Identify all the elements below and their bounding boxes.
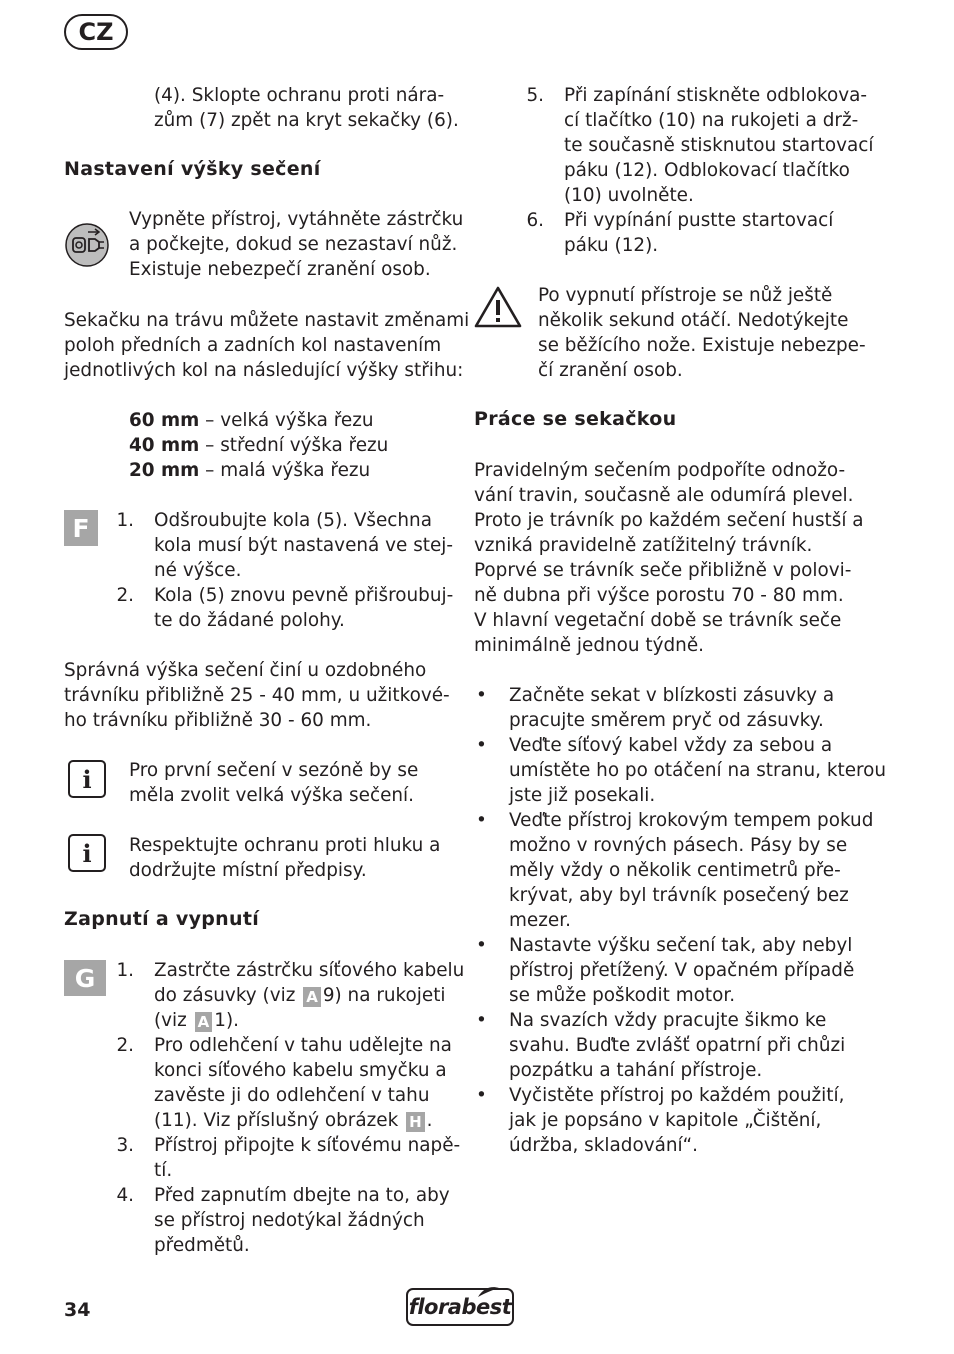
step-text [154, 508, 453, 583]
bullet-marker: • [476, 1085, 487, 1106]
text-line: Před zapnutím dbejte na to, aby [154, 1185, 450, 1206]
height-options-list [129, 408, 388, 483]
text-line: Přístroj připojte k síťovému napě- [154, 1135, 461, 1156]
step-text [154, 583, 453, 633]
height-option: 60 mm – velká výška řezu [129, 410, 374, 431]
text-line: te současně stisknutou startovací [564, 135, 874, 156]
unplug-warning-text [129, 207, 463, 282]
text-line: jak je popsáno v kapitole „Čištění, [509, 1110, 822, 1131]
heading-working-with-mower: Práce se sekačkou [474, 408, 677, 430]
text-line: trávníku přibližně 25 - 40 mm, u užitkové- [64, 685, 450, 706]
text-line: se přístroj nedotýkal žádných [154, 1210, 425, 1231]
unplug-icon [64, 222, 110, 268]
bullet-marker: • [476, 810, 487, 831]
text-line: se může poškodit motor. [509, 985, 736, 1006]
bullet-marker: • [476, 735, 487, 756]
step-number: 2. [116, 585, 134, 606]
text-line: (viz A 1). [154, 1010, 240, 1031]
step-number: 1. [116, 960, 134, 981]
step-number: 5. [526, 85, 544, 106]
text-line: konci síťového kabelu smyčku a [154, 1060, 447, 1081]
step-number: 6. [526, 210, 544, 231]
heading-on-off: Zapnutí a vypnutí [64, 908, 260, 930]
text-line: Sekačku na trávu můžete nastavit změnami [64, 310, 470, 331]
text-line: Existuje nebezpečí zranění osob. [129, 259, 431, 280]
step-number: 1. [116, 510, 134, 531]
page-number: 34 [64, 1299, 91, 1321]
info-note-first-cut [129, 758, 418, 808]
text-line: čí zranění osob. [538, 360, 683, 381]
text-line: možno v rovných pásech. Pásy by se [509, 835, 848, 856]
list-item [509, 933, 854, 1008]
text-line: páku (12). Odblokovací tlačítko [564, 160, 850, 181]
text-line: Veďte síťový kabel vždy za sebou a [509, 735, 833, 756]
text-line: a počkejte, dokud se nezastaví nůž. [129, 234, 458, 255]
text-line: Správná výška sečení činí u ozdobného [64, 660, 427, 681]
text-line: jste již posekali. [509, 785, 656, 806]
height-option: 40 mm – střední výška řezu [129, 435, 389, 456]
text-line: ně dubna při výšce porostu 70 - 80 mm. [474, 585, 844, 606]
info-icon: i [68, 760, 106, 798]
list-item [509, 733, 886, 808]
height-intro-paragraph [64, 308, 469, 383]
info-icon: i [68, 834, 106, 872]
text-line: páku (12). [564, 235, 659, 256]
text-line: cí tlačítko (10) na rukojeti a drž- [564, 110, 859, 131]
text-line: minimálně jednou týdně. [474, 635, 704, 656]
step-text [154, 958, 464, 1033]
text-line: vání travin, současně ale odumírá plevel. [474, 485, 854, 506]
blade-warning-text [538, 283, 866, 383]
heading-cutting-height: Nastavení výšky sečení [64, 158, 321, 180]
text-line: zavěste ji do odlehčení v tahu [154, 1085, 430, 1106]
text-line: Proto je trávník po každém sečení hustší a [474, 510, 864, 531]
text-line: Odšroubujte kola (5). Všechna [154, 510, 432, 531]
text-line: dodržujte místní předpisy. [129, 860, 367, 881]
text-line: umístěte ho po otáčení na stranu, kterou [509, 760, 887, 781]
text-line: (10) uvolněte. [564, 185, 694, 206]
figure-a-badge: A [195, 1012, 213, 1032]
info-note-noise [129, 833, 440, 883]
text-line: Po vypnutí přístroje se nůž ještě [538, 285, 833, 306]
figure-h-badge: H [406, 1112, 425, 1132]
text-line: vzniká pravidelně zatížitelný trávník. [474, 535, 813, 556]
text-line: údržba, skladování“. [509, 1135, 699, 1156]
text-line: přístroj přetížený. V opačném případě [509, 960, 855, 981]
text-line: Pro první sečení v sezóně by se [129, 760, 419, 781]
text-line: kola musí být nastavená ve stej- [154, 535, 454, 556]
bullet-marker: • [476, 935, 487, 956]
text-line: te do žádané polohy. [154, 610, 345, 631]
bullet-marker: • [476, 1010, 487, 1031]
text-line: jednotlivých kol na následující výšky střihu: [64, 360, 464, 381]
text-line: Kola (5) znovu pevně přišroubuj- [154, 585, 454, 606]
brand-logo-text: florabest [408, 1294, 512, 1319]
intro-paragraph [154, 83, 459, 133]
figure-a-badge: A [303, 987, 321, 1007]
figure-f-badge: F [64, 510, 98, 546]
text-line: mezer. [509, 910, 571, 931]
warning-triangle-icon [473, 285, 523, 329]
correct-height-paragraph [64, 658, 450, 733]
text-line: né výšce. [154, 560, 242, 581]
list-item [509, 683, 834, 733]
work-intro-paragraph [474, 458, 864, 658]
text-line: Poprvé se trávník seče přibližně v polovi- [474, 560, 852, 581]
text-line: (11). Viz příslušný obrázek H . [154, 1110, 433, 1131]
text-line: několik sekund otáčí. Nedotýkejte [538, 310, 849, 331]
text-line: Vyčistěte přístroj po každém použití, [509, 1085, 845, 1106]
text-line: tí. [154, 1160, 173, 1181]
text-line: do zásuvky (viz A 9) na rukojeti [154, 985, 446, 1006]
text-line: Na svazích vždy pracujte šikmo ke [509, 1010, 827, 1031]
text-line: předmětů. [154, 1235, 250, 1256]
text-line: Při zapínání stiskněte odblokova- [564, 85, 867, 106]
text-line: poloh předních a zadních kol nastavením [64, 335, 442, 356]
text-line: Pravidelným sečením podpoříte odnožo- [474, 460, 846, 481]
list-item [509, 1008, 845, 1083]
text-line: (4). Sklopte ochranu proti nára- [154, 85, 445, 106]
step-text [154, 1133, 460, 1183]
text-line: V hlavní vegetační době se trávník seče [474, 610, 842, 631]
step-number: 2. [116, 1035, 134, 1056]
text-line: Zastrčte zástrčku síťového kabelu [154, 960, 465, 981]
step-text [154, 1033, 452, 1133]
text-line: Nastavte výšku sečení tak, aby nebyl [509, 935, 853, 956]
text-line: Vypněte přístroj, vytáhněte zástrčku [129, 209, 464, 230]
text-line: Při vypínání pustte startovací [564, 210, 834, 231]
text-line: měly vždy o několik centimetrů pře- [509, 860, 841, 881]
text-line: ho trávníku přibližně 30 - 60 mm. [64, 710, 372, 731]
height-option: 20 mm – malá výška řezu [129, 460, 371, 481]
text-line: se běžícího nože. Existuje nebezpe- [538, 335, 866, 356]
text-line: pozpátku a tahání přístroje. [509, 1060, 763, 1081]
step-number: 4. [116, 1185, 134, 1206]
text-line: měla zvolit velká výška sečení. [129, 785, 414, 806]
step-text [564, 83, 874, 208]
text-line: Veďte přístroj krokovým tempem pokud [509, 810, 874, 831]
text-line: Začněte sekat v blízkosti zásuvky a [509, 685, 835, 706]
bullet-marker: • [476, 685, 487, 706]
leaf-icon [476, 1280, 500, 1292]
text-line: Pro odlehčení v tahu udělejte na [154, 1035, 452, 1056]
step-number: 3. [116, 1135, 134, 1156]
text-line: svahu. Buďte zvlášť opatrní při chůzi [509, 1035, 846, 1056]
figure-g-badge: G [64, 960, 106, 996]
text-line: pracujte směrem pryč od zásuvky. [509, 710, 824, 731]
text-line: Respektujte ochranu proti hluku a [129, 835, 441, 856]
step-text [154, 1183, 450, 1258]
list-item [509, 1083, 844, 1158]
step-text [564, 208, 833, 258]
text-line: zům (7) zpět na kryt sekačky (6). [154, 110, 459, 131]
language-badge: CZ [64, 14, 128, 50]
text-line: krývat, aby byl trávník posečený bez [509, 885, 849, 906]
list-item [509, 808, 873, 933]
